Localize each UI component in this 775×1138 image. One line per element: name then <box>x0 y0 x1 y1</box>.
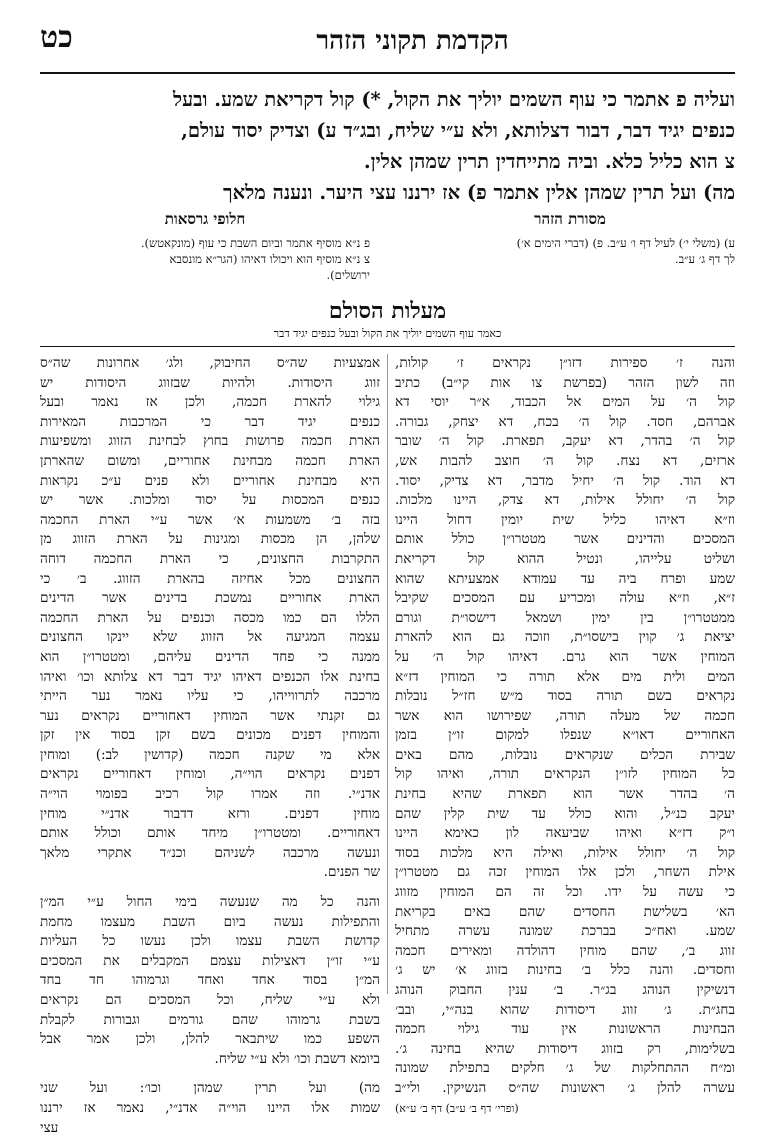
commentary-line: בשלימות, רק בזווג דיסודות שהיא בחינה ג׳. <box>395 1040 735 1057</box>
commentary-line: זווג היסודות. ולהיות שבזווג היסודות יש <box>40 374 380 391</box>
commentary-line: ז״א, וז״א עולה ומכריע עם המסכים שקיבל <box>395 590 735 607</box>
commentary-line: והנה ז׳ ספירות דזו״ן נקראים ז׳ קולות, <box>395 355 735 371</box>
commentary-line: גילוי להארת חכמה, ולכן אז נאמר ובעל <box>40 394 380 411</box>
commentary-header <box>40 296 735 341</box>
commentary-line: ארזים, דא נצח. קול ה׳ חוצב להבות אש, <box>395 452 735 469</box>
commentary-line: נקראים בשם תורה בסוד מ״ש חז״ל נובלות <box>395 688 735 705</box>
commentary-line: הא׳ בשלישת החסדים שהם באים בקריאת <box>395 903 735 920</box>
commentary-line: ביומא דשבת וכו׳ ולא ע״י שליח. <box>214 1050 380 1067</box>
commentary-right-column <box>395 354 735 1118</box>
commentary-line: קול ה׳ בהדר, דא יעקב, תפארת. קול ה׳ שובר <box>395 433 735 450</box>
commentary-line: הארת אחוריים נמשכת בדינים אשר הדינים <box>40 590 380 607</box>
commentary-line: התקרבות החצונים, כי הארת החכמה דוחה <box>40 550 380 567</box>
zohar-main-text <box>40 84 735 208</box>
note-line: לך דף ג׳ ע״ב. <box>674 252 735 266</box>
commentary-line: בזה ב׳ משמעות א׳ אשר ע״י הארת החכמה <box>40 511 380 528</box>
commentary-line: בשבת גרמוהו שהם גורמים וגבורות לקבלת <box>40 1011 380 1028</box>
commentary-line: שמות אלו היינו הוי״ה אדנ״י, נאמר אז ירננו <box>40 1099 380 1116</box>
commentary-line: המסכים והדינים אשר מטטרו״ן כולל אותם <box>395 531 735 548</box>
commentary-line: קדושת השבת עצמו ולכן נעשו כל העליות <box>40 933 380 950</box>
note-line: צ נ״א מוסיף הוא ויכולו דאיהו (הגר״א מונסבא <box>169 252 370 266</box>
commentary-line: עצי <box>40 1119 59 1136</box>
commentary-line: דא הוד. קול ה׳ יחיל מדבר, דא צדיק, יסוד. <box>395 472 735 489</box>
commentary-line: יציאת ג׳ קוין בישסו״ת, וזוכה גם הוא להארת <box>395 629 735 646</box>
commentary-line: והמוחין דפנים מכונים בשם זקן בסוד אין זקן <box>40 727 380 744</box>
commentary-line: אלא מי שקנה חכמה (קדושין לב:) ומוחין <box>40 746 380 763</box>
note-line: ע) (משלי י׳) לעיל דף ו׳ ע״ב. פ) (דברי הימים א׳) <box>516 236 735 250</box>
running-title: הקדמת תקוני הזהר <box>316 26 509 56</box>
commentary-line: הארת חכמה פרושות בחוץ לבחינת הזווג ומשפיעות <box>40 433 380 450</box>
commentary-line: כל המוחין לזו״ן הנקראים תורה, ואיהו קול <box>395 766 735 783</box>
note-line: ירושלים). <box>326 268 370 282</box>
commentary-line: וזה לשון הזהר (בפרשת צו אות קי״ב) כתיב <box>395 374 735 391</box>
commentary-line: קול ה׳ יחולל אילות, דא צדק, היינו מלכות. <box>395 492 735 509</box>
commentary-line: ונעשה מרכבה לשניהם וכנ״ד אתקרי מלאך <box>40 844 380 861</box>
commentary-line: דנשיקין הנוהג בג״ר. ב׳ ענין החבוק הנוהג <box>395 982 735 998</box>
commentary-line: החצונים מכל אחיזה בהארת הזווג. ב׳ כי <box>40 570 380 587</box>
commentary-line: מרכבה לתרווייהו, כי עליו נאמר נער הייתי <box>40 688 380 705</box>
commentary-line: ה׳ בהדר אשר הוא תפארת שהיא בחינת <box>395 786 735 803</box>
commentary-line: (ופרי׳ דף ב׳ ע״ב) דף ב׳ ע״א) <box>395 1101 519 1115</box>
commentary-subtitle: כאמר עוף השמים יוליך את הקול ובעל כנפים יגיד דבר <box>273 327 502 340</box>
commentary-line: שמע ופרח ביה עד עמודא אמצעיתא שהוא <box>395 570 735 587</box>
commentary-line: אילת השחר, ולכן אלו המוחין זכה גם מטטרו״ן <box>395 864 735 881</box>
note-line: פ נ״א מוסיף אתמר וביום השבת כי עוף (מונקאטש). <box>140 236 370 250</box>
commentary-line: האחוריים דאו״א שנפלו למקום זו״ן בזמן <box>395 727 735 744</box>
commentary-line: ממנה כי פחד הדינים עליהם, ומטטרו״ן הוא <box>40 648 380 665</box>
commentary-line: עשרה להלן ג׳ ראשונות שה״ס הנשיקין. ולי״ב <box>395 1079 735 1096</box>
commentary-line: יעקב כנ״ל, והוא כולל עד שית קלין שהם <box>395 805 735 822</box>
commentary-line: השפע כמו שיתבאר להלן, ולכן אמר אבל <box>40 1031 380 1048</box>
commentary-line: כנפים המכסות על יסוד ומלכות. אשר יש <box>40 492 380 509</box>
header-rule <box>40 72 735 74</box>
commentary-line: דפנים נקראים הוי״ה, ומוחין דאחוריים נקראים <box>40 766 380 783</box>
commentary-line: ממטטרו״ן בין ימין ושמאל דישסו״ת וגורם <box>395 609 735 626</box>
commentary-line: המוחין אשר הוא גרם. דאיהו קול ה׳ על <box>395 648 735 665</box>
commentary-line: ולא ע״י שליח, וכל המסכים הם נקראים <box>40 992 380 1008</box>
commentary-line: בחינת אלו הכנפים דאיהו יגיד דבר דא צלותא וכו׳ ואיהו <box>40 668 380 685</box>
main-text-line: ועליה פ אתמר כי עוף השמים יוליך את הקול, *) קול דקריאת שמע. ובעל <box>172 88 735 111</box>
commentary-line: שמע. ואח״כ בברכת שמונה עשרה מתחיל <box>395 923 735 940</box>
commentary-line: הבחינות הראשונות אין עוד גילוי חכמה <box>395 1021 735 1038</box>
commentary-line: ושליט עלייהו, ונטיל ההוא קול דקריאת <box>395 550 735 567</box>
commentary-line: אברהם, חסד. קול ה׳ בכח, דא יצחק, גבורה. <box>395 413 735 430</box>
girsaot-title: חלופי גרסאות <box>164 210 246 228</box>
commentary-line: דאחוריים. ומטטרו״ן מיחד אותם וכולל אותם <box>40 825 380 842</box>
commentary-line: ע״י זו״ן דאצילות עצמם המקבלים את המסכים <box>40 952 380 969</box>
commentary-line: והתפילות נעשה ביום השבת מעצמו מחמת <box>40 913 380 930</box>
commentary-line: כי עשה על ידו. וכל זה הם המוחין מזווג <box>395 884 735 901</box>
commentary-line: זווג ב׳, שהם מוחין דהולדה ומאירים חכמה <box>395 942 735 959</box>
commentary-line: מוחין דפנים. ורזא דדבור אדנ״י מוחין <box>40 805 380 822</box>
commentary-line: המ״ן בסוד אחד ואחד וגרמוהו חד בחד <box>40 972 380 989</box>
commentary-line: שר הפנים. <box>323 864 380 881</box>
commentary-line: והנה כל מה שנעשה בימי החול ע״י המ״ן <box>40 894 380 911</box>
commentary-line: היא מבחינת אחוריים ולא פנים ע״כ נקראות <box>40 472 380 489</box>
main-text-line: צ הוא כליל כלא. וביה מתייחדין תרין שמהן אלין. <box>363 150 735 173</box>
commentary-line: ו״ק דז״א ואיהו שביעאה לון כאימא היינו <box>395 825 735 842</box>
commentary-line: קול ה׳ יחולל אילות, ואילה היא מלכות בסוד <box>395 844 735 861</box>
commentary-line: אדנ״י. וזה אמרו קול רכיב בפומוי הוי״ה <box>40 786 380 803</box>
commentary-line: וחסדים. והנה כלל ב׳ בחינות בזווג א׳ יש ג׳ <box>395 962 735 979</box>
commentary-line: הללו הם כמו מכסה וכנפים על הארת החכמה <box>40 609 380 626</box>
commentary-line: עצמה המגיעה אל הזווג שלא יינקו החצונים <box>40 629 380 646</box>
commentary-left-column <box>40 354 380 1138</box>
commentary-line: גם זקנתי אשר המוחין דאחוריים נקראים נער <box>40 707 380 724</box>
masoret-hazohar-notes <box>405 210 735 267</box>
commentary-line: אמצעיות שה״ס החיבוק, ולג׳ אחרונות שה״ס <box>40 355 380 371</box>
commentary-line: שלהן, הן מכסות ומגינות על הארת הזווג מן <box>40 531 380 548</box>
main-text-line: כנפים יגיד דבר, דבור דצלותא, ולא ע״י שליח, ובג״ד ע) וצדיק יסוד עולם, <box>181 119 735 142</box>
commentary-title: מעלות הסולם <box>328 298 447 324</box>
commentary-line: קול ה׳ על המים אל הכבוד, א״ר יוסי דא <box>395 394 735 411</box>
commentary-line: וז״א דאיהו כליל שית יומין דחול היינו <box>395 511 735 528</box>
commentary-line: ומ״ח ההתחלקות של ג׳ חלקים בתפילת שמונה <box>395 1060 735 1077</box>
main-text-line: מה) ועל תרין שמהן אלין אתמר פ) אז ירננו עצי היער. ונענה מלאך <box>223 181 735 204</box>
commentary-rule <box>40 346 735 347</box>
commentary-line: בחג״ת. ג׳ זווג דיסודות שהוא בנה״י, ובב׳ <box>395 1001 735 1018</box>
commentary-line: מה) ועל תרין שמהן וכו׳: ועל שני <box>40 1080 380 1097</box>
commentary-line: שבירת הכלים שנקראים נובלות, מהם באים <box>395 746 735 763</box>
commentary-line: המים ולית מים אלא תורה כי המוחין דז״א <box>395 668 735 685</box>
commentary-line: חכמה של מעלה תורה, שפירושו הוא אשר <box>395 707 735 724</box>
page-number: כט <box>40 20 73 55</box>
commentary-line: כנפים יגיד דבר כי המרכבות המאירות <box>40 413 380 430</box>
masoret-title: מסורת הזהר <box>534 210 606 228</box>
column-divider <box>387 354 388 994</box>
notes-section <box>40 210 735 290</box>
chilufei-girsaot-notes <box>40 210 370 283</box>
commentary-line: הארת חכמה מבחינת אחוריים, ומשום שהארתן <box>40 452 380 469</box>
